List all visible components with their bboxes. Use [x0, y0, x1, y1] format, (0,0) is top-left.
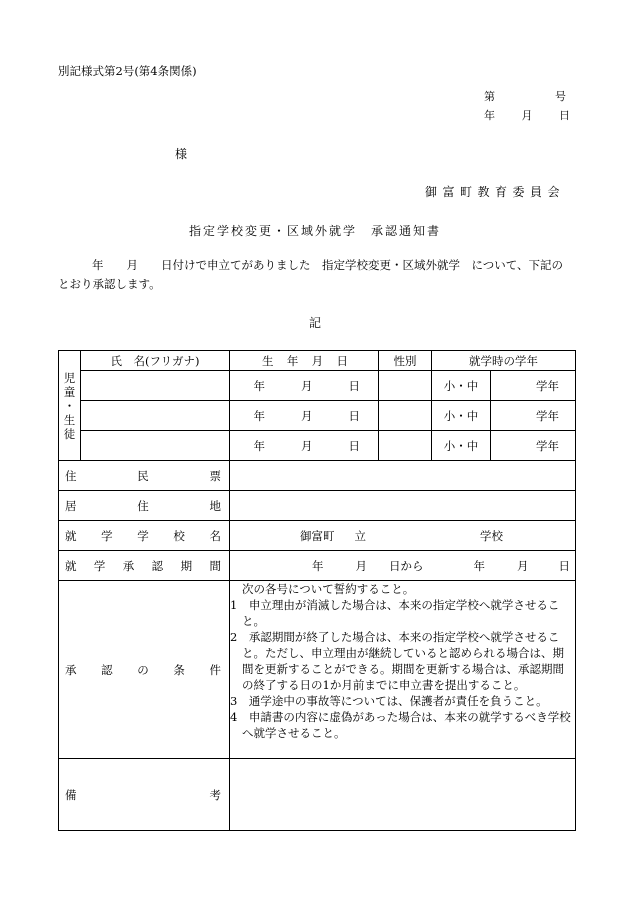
student-row: [59, 371, 576, 401]
conditions-label: 承 認 の 条 件: [59, 581, 230, 759]
student-sex-cell[interactable]: [379, 371, 432, 401]
sex-header: 性別: [379, 351, 432, 371]
body-text: 年 月 日付けで申立てがありました 指定学校変更・区域外就学 について、下記のとおり承認します。: [58, 258, 564, 291]
approval-period-value[interactable]: 年 月 日から 年 月 日: [230, 551, 576, 581]
school-type-cell: 小・中: [432, 401, 491, 431]
student-name-cell[interactable]: [81, 371, 230, 401]
approval-period-label: 就 学 承 認 期 間: [59, 551, 230, 581]
student-birthdate-cell[interactable]: 年 月 日: [230, 371, 379, 401]
student-label: 児 童 ・ 生 徒: [59, 351, 81, 461]
condition-item: 3 通学途中の事故等については、保護者が責任を負うこと。: [230, 694, 548, 708]
issue-date-day: 日: [559, 109, 570, 122]
student-name-cell[interactable]: [81, 401, 230, 431]
number-suffix: 号: [555, 90, 566, 103]
approval-period-row: [59, 551, 576, 581]
resident-registration-value[interactable]: [230, 461, 576, 491]
student-row: [59, 431, 576, 461]
issuer-name: 御富町教育委員会: [425, 185, 566, 199]
school-type-cell: 小・中: [432, 371, 491, 401]
student-birthdate-cell[interactable]: 年 月 日: [230, 401, 379, 431]
document-title: 指定学校変更・区域外就学 承認通知書: [188, 224, 441, 238]
student-row: [59, 401, 576, 431]
school-type-cell: 小・中: [432, 431, 491, 461]
ki-marker: 記: [308, 316, 321, 330]
student-name-cell[interactable]: [81, 431, 230, 461]
residence-row: [59, 491, 576, 521]
issue-date-line: [484, 107, 570, 123]
issue-date-year: 年: [484, 109, 495, 122]
remarks-row: [59, 759, 576, 831]
remarks-value[interactable]: [230, 759, 576, 831]
condition-item: 1 申立理由が消滅した場合は、本来の指定学校へ就学させること。: [230, 598, 560, 628]
issue-date-month: 月: [521, 109, 533, 122]
residence-label: 居 住 地: [59, 491, 230, 521]
school-name-value[interactable]: 御富町 立 学校: [230, 521, 576, 551]
addressee-suffix: 様: [175, 147, 188, 161]
school-name-row: [59, 521, 576, 551]
student-sex-cell[interactable]: [379, 431, 432, 461]
resident-registration-row: [59, 461, 576, 491]
birthdate-header: 生 年 月 日: [230, 351, 379, 371]
number-prefix: 第: [484, 90, 495, 103]
approval-table: [58, 350, 576, 831]
form-number: 別記様式第2号(第4条関係): [58, 64, 197, 78]
grade-header: 就学時の学年: [432, 351, 576, 371]
conditions-row: [59, 581, 576, 759]
student-birthdate-cell[interactable]: 年 月 日: [230, 431, 379, 461]
conditions-text: [230, 581, 576, 759]
condition-item: 4 申請書の内容に虚偽があった場合は、本来の就学するべき学校へ就学させること。: [230, 710, 571, 740]
school-name-label: 就 学 学 校 名: [59, 521, 230, 551]
document-number-line: [484, 88, 566, 104]
conditions-intro: 次の各号について誓約すること。: [242, 582, 415, 596]
student-header-row: [59, 351, 576, 371]
residence-value[interactable]: [230, 491, 576, 521]
remarks-label: 備 考: [59, 759, 230, 831]
student-sex-cell[interactable]: [379, 401, 432, 431]
grade-cell[interactable]: 学年: [491, 401, 576, 431]
name-header: 氏 名(フリガナ): [81, 351, 230, 371]
grade-cell[interactable]: 学年: [491, 371, 576, 401]
grade-cell[interactable]: 学年: [491, 431, 576, 461]
condition-item: 2 承認期間が終了した場合は、本来の指定学校へ就学させること。ただし、申立理由が継続していると認められる場合は、期間を更新することができる。期間を更新する場合は、承認期間の終了する日の1か月前までに申立書を提出すること。: [230, 630, 564, 692]
resident-registration-label: 住 民 票: [59, 461, 230, 491]
